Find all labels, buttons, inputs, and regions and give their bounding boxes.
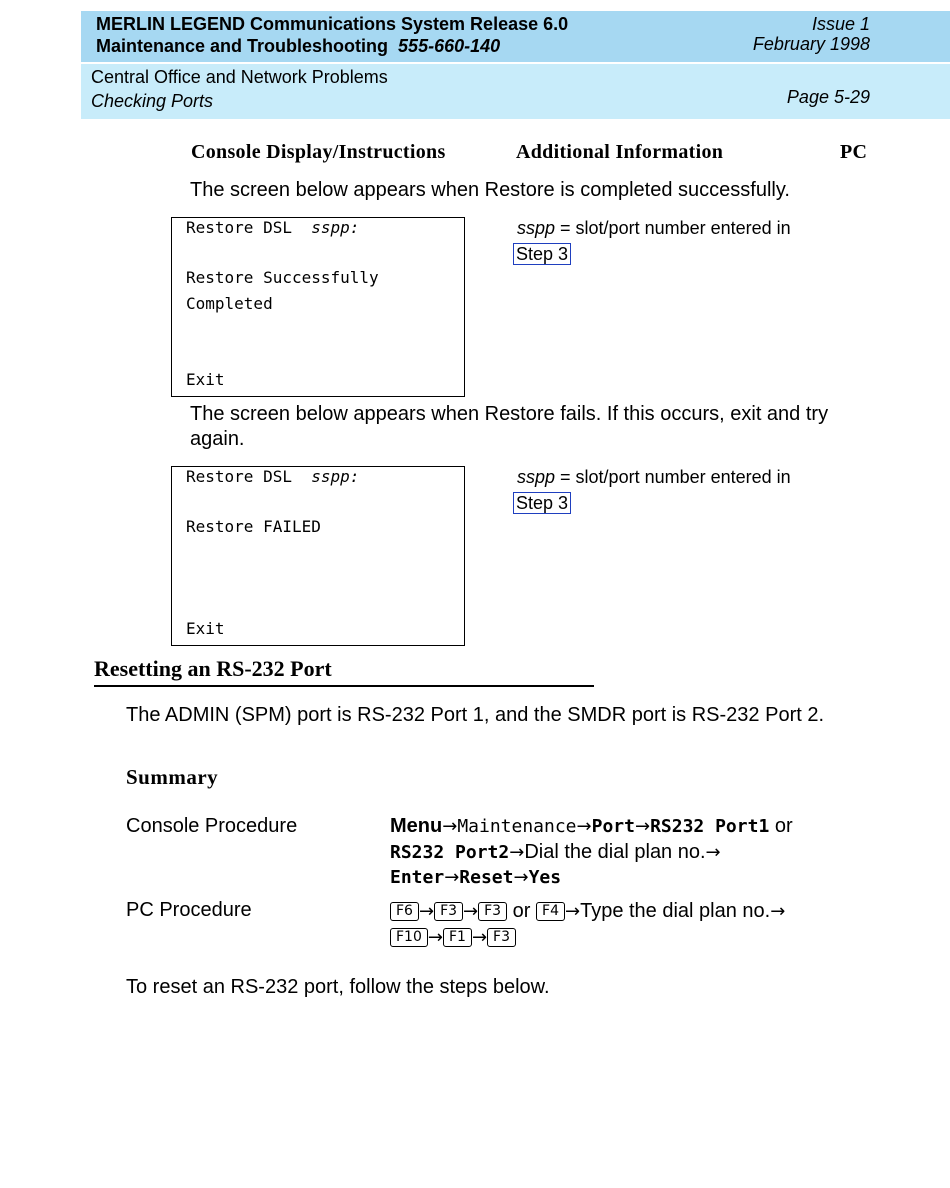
screen-line-3: Completed <box>186 294 273 313</box>
arrow-icon: → <box>442 816 458 837</box>
screen-line-2: Restore Successfully <box>186 268 379 287</box>
step-3-link[interactable]: Step 3 <box>513 492 571 514</box>
block2-note <box>517 466 791 488</box>
page-number: Page 5-29 <box>786 87 870 107</box>
or-text: or <box>512 900 531 922</box>
block1-note-text: = slot/port number entered in <box>555 218 791 238</box>
block2-note-text: = slot/port number entered in <box>555 467 791 487</box>
arrow-icon: → <box>427 927 443 948</box>
arrow-icon: → <box>770 901 786 922</box>
summary-footer: To reset an RS-232 port, follow the steps below. <box>126 976 550 998</box>
type-step: Type the dial plan no. <box>580 900 771 922</box>
col-heading-pc: PC <box>840 141 868 163</box>
dial-step: Dial the dial plan no. <box>524 841 706 863</box>
console-procedure-line1 <box>390 814 793 839</box>
screen-line-2: Restore FAILED <box>186 517 321 536</box>
issue-date: February 1998 <box>752 34 870 54</box>
arrow-icon: → <box>418 901 435 922</box>
arrow-icon: → <box>509 842 525 863</box>
arrow-icon: → <box>444 867 460 888</box>
console-procedure-line3 <box>390 865 561 890</box>
screen-exit: Exit <box>186 619 225 638</box>
maintenance-step: Maintenance <box>457 816 577 837</box>
f10-key-icon: F10 <box>390 928 428 947</box>
console-procedure-label: Console Procedure <box>126 815 298 837</box>
screen-line-1-var: sspp: <box>311 218 360 237</box>
subsection-name: Checking Ports <box>91 91 214 111</box>
block1-note-var: sspp <box>517 218 556 238</box>
yes-step: Yes <box>528 867 562 888</box>
pc-procedure-line1 <box>390 899 785 924</box>
block2-intro-line2: again. <box>190 428 245 450</box>
screen-line-1-var: sspp: <box>311 467 360 486</box>
block2-note-var: sspp <box>517 467 556 487</box>
step-3-link[interactable]: Step 3 <box>513 243 571 265</box>
doc-subtitle <box>96 35 500 57</box>
f4-key-icon: F4 <box>536 902 565 921</box>
enter-step: Enter <box>390 867 445 888</box>
arrow-icon: → <box>634 816 651 837</box>
console-screen-success <box>171 217 465 397</box>
section-paragraph: The ADMIN (SPM) port is RS-232 Port 1, and the SMDR port is RS-232 Port 2. <box>126 704 825 726</box>
menu-step: Menu <box>390 815 443 837</box>
screen-line-1-prefix: Restore DSL <box>186 467 312 486</box>
rs232-port1-step: RS232 Port1 <box>650 816 770 837</box>
screen-line-1-prefix: Restore DSL <box>186 218 312 237</box>
f1-key-icon: F1 <box>443 928 472 947</box>
block2-intro-line1: The screen below appears when Restore fails. If this occurs, exit and try <box>190 403 829 425</box>
reset-step: Reset <box>459 867 514 888</box>
block1-note <box>517 217 791 239</box>
console-procedure-line2 <box>390 840 721 865</box>
section-heading: Resetting an RS-232 Port <box>94 656 332 681</box>
or-text: or <box>769 815 793 837</box>
screen-line-1 <box>186 218 359 238</box>
f3-key-icon: F3 <box>434 902 463 921</box>
screen-line-1 <box>186 467 359 487</box>
console-screen-failed <box>171 466 465 646</box>
section-rule <box>94 685 594 687</box>
arrow-icon: → <box>705 842 721 863</box>
col-heading-console: Console Display/Instructions <box>191 141 446 163</box>
summary-heading: Summary <box>126 765 219 789</box>
arrow-icon: → <box>471 927 488 948</box>
arrow-icon: → <box>513 867 529 888</box>
port-step: Port <box>591 816 635 837</box>
screen-exit: Exit <box>186 370 225 389</box>
block1-intro: The screen below appears when Restore is completed successfully. <box>190 179 790 201</box>
arrow-icon: → <box>564 901 581 922</box>
arrow-icon: → <box>576 816 592 837</box>
doc-subtitle-text: Maintenance and Troubleshooting <box>96 36 389 56</box>
issue-label: Issue 1 <box>811 14 870 34</box>
f3-key-icon: F3 <box>487 928 516 947</box>
section-name: Central Office and Network Problems <box>91 67 388 87</box>
doc-number: 555-660-140 <box>398 36 501 56</box>
pc-procedure-label: PC Procedure <box>126 899 252 921</box>
doc-title: MERLIN LEGEND Communications System Release 6.0 <box>96 14 569 34</box>
f3-key-icon: F3 <box>478 902 507 921</box>
f6-key-icon: F6 <box>390 902 419 921</box>
arrow-icon: → <box>463 901 479 922</box>
rs232-port2-step: RS232 Port2 <box>390 842 510 863</box>
col-heading-info: Additional Information <box>516 141 724 163</box>
pc-procedure-line2 <box>390 925 516 950</box>
